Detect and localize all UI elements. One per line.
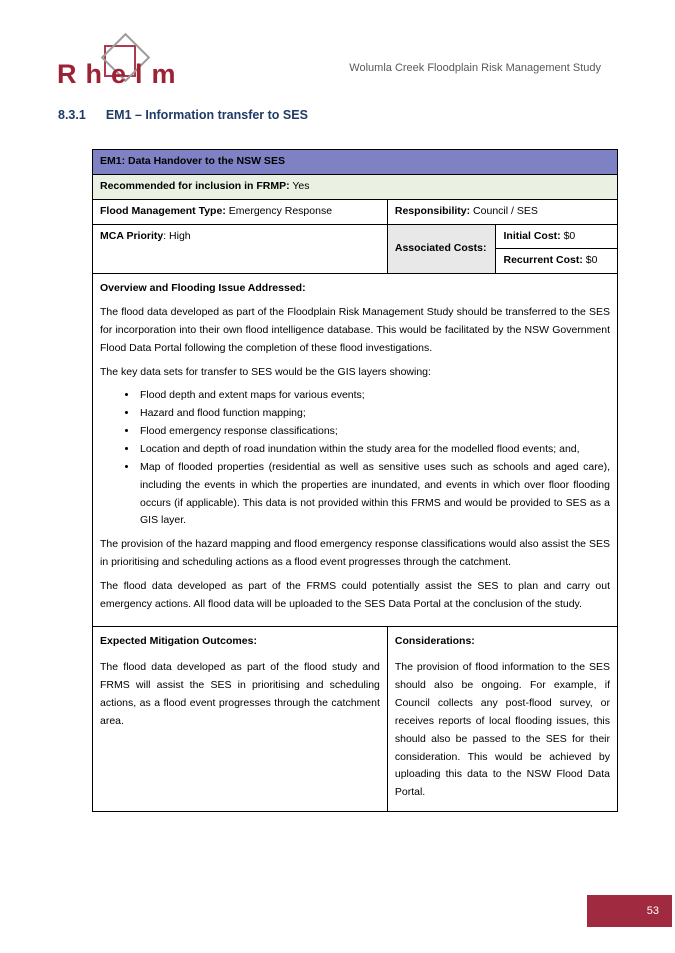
table-title-row	[93, 150, 617, 175]
flood-management-type-value: Emergency Response	[225, 204, 333, 217]
associated-costs-cell	[388, 225, 497, 274]
table-title: EM1: Data Handover to the NSW SES	[100, 155, 285, 167]
recurrent-cost-value: $0	[582, 254, 598, 267]
document-title: Wolumla Creek Floodplain Risk Management Study	[349, 62, 601, 74]
flood-management-type-cell	[93, 200, 388, 224]
considerations-heading: Considerations:	[394, 634, 475, 647]
page-number-box	[587, 895, 672, 927]
gis-layers-list	[100, 387, 610, 530]
responsibility-value: Council / SES	[470, 204, 538, 217]
list-item: • Flood emergency response classifications;	[138, 423, 610, 441]
section-title: EM1 – Information transfer to SES	[105, 108, 308, 122]
responsibility-label: Responsibility:	[394, 204, 471, 217]
section-number: 8.3.1	[58, 108, 86, 122]
overview-paragraph-4: The flood data developed as part of the FRMS could potentially assist the SES to plan and carry out emergency actions. All flood data will be uploaded to the SES Data Portal at the conclusion of the study.	[100, 579, 610, 610]
recurrent-cost-cell	[496, 249, 617, 273]
section-heading	[58, 108, 308, 122]
overview-row	[93, 274, 617, 626]
page-number: 53	[646, 905, 659, 917]
considerations-body: The provision of flood information to the SES should also be ongoing. For example, if Council collects any post-flood survey, or receives reports of local flooding issues, this should also be passed to the SES for their consideration. This would be achieved by uploading this data to the NSW Flood Data Portal.	[394, 661, 610, 799]
considerations-cell	[388, 627, 617, 812]
overview-paragraph-2: The key data sets for transfer to SES would be the GIS layers showing:	[100, 365, 431, 378]
em1-measure-table	[92, 149, 618, 812]
overview-paragraph-3: The provision of the hazard mapping and flood emergency response classifications would also assist the SES in prioritising and scheduling actions as a flood event progresses through the catchment.	[100, 538, 610, 569]
list-item: • Flood depth and extent maps for various events;	[138, 387, 610, 405]
logo-wordmark: Rhelm	[57, 59, 185, 89]
mca-priority-cell	[93, 225, 388, 274]
costs-column	[496, 225, 617, 274]
overview-cell	[93, 274, 617, 625]
type-responsibility-row	[93, 200, 617, 225]
priority-costs-row	[93, 225, 617, 275]
initial-cost-cell	[496, 225, 617, 250]
expected-outcomes-cell	[93, 627, 388, 812]
rhelm-logo	[57, 26, 197, 90]
associated-costs-label: Associated Costs:	[394, 241, 487, 254]
overview-heading: Overview and Flooding Issue Addressed:	[100, 282, 306, 295]
frmp-label: Recommended for inclusion in FRMP:	[100, 179, 290, 192]
mca-priority-label: MCA Priority	[100, 229, 164, 242]
list-item: • Location and depth of road inundation within the study area for the modelled flood events; and,	[138, 441, 610, 459]
frmp-row	[93, 175, 617, 200]
responsibility-cell	[388, 200, 617, 224]
list-item: • Hazard and flood function mapping;	[138, 405, 610, 423]
expected-outcomes-body: The flood data developed as part of the flood study and FRMS will assist the SES in prioritising and scheduling actions, as a flood event progresses through the catchment area.	[100, 661, 380, 727]
initial-cost-value: $0	[560, 229, 576, 242]
flood-management-type-label: Flood Management Type:	[100, 204, 226, 217]
list-item: • Map of flooded properties (residential as well as sensitive uses such as schools and aged care), including the events in which the properties are inundated, and events in which over floor flooding occurs (if applicable). This data is not provided within this FRMS and would be provided to SES as a GIS layer.	[138, 459, 610, 530]
outcomes-considerations-row	[93, 627, 617, 812]
frmp-value: Yes	[289, 179, 310, 192]
overview-paragraph-1: The flood data developed as part of the Floodplain Risk Management Study should be transferred to the SES for incorporation into their own flood intelligence database. This would be facilitated by the NSW Government Flood Data Portal following the completion of these flood investigations.	[100, 306, 610, 354]
initial-cost-label: Initial Cost:	[503, 229, 561, 242]
mca-priority-value: : High	[163, 229, 191, 242]
recurrent-cost-label: Recurrent Cost:	[503, 254, 583, 267]
expected-outcomes-heading: Expected Mitigation Outcomes:	[100, 634, 257, 647]
